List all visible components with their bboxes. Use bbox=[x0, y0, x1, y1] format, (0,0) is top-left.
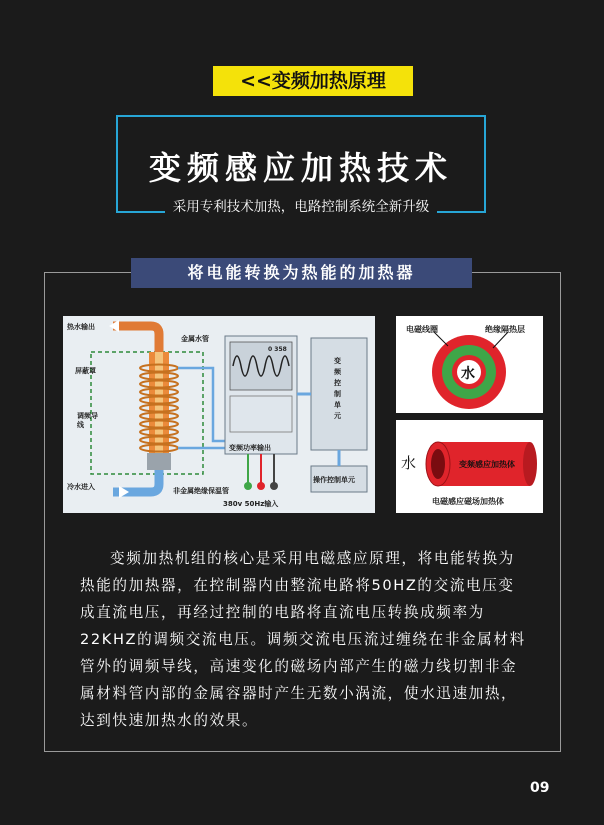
label-shield-cover: 屏蔽罩 bbox=[75, 367, 96, 375]
coil-water-label: 水 bbox=[461, 366, 475, 382]
title-frame bbox=[116, 115, 486, 213]
label-freq-wire: 调频导线 bbox=[77, 412, 98, 429]
label-cold-water-in: 冷水进入 bbox=[67, 483, 95, 491]
subtitle-text: 采用专利技术加热，电路控制系统全新升级 bbox=[165, 199, 438, 215]
heater-tube bbox=[396, 420, 543, 513]
label-screen-value: 0 358 bbox=[268, 346, 287, 353]
section-title: 将电能转换为热能的加热器 bbox=[131, 258, 472, 288]
label-coil: 电磁线圈 bbox=[406, 325, 438, 334]
tube-caption: 电磁感应磁场加热体 bbox=[432, 497, 504, 506]
label-power-input: 380v 50Hz输入 bbox=[223, 500, 279, 508]
label-insulation: 绝缘隔热层 bbox=[485, 325, 525, 334]
coil-cross-section bbox=[396, 316, 543, 413]
frame-top-line bbox=[116, 115, 486, 117]
label-operation-unit: 操作控制单元 bbox=[313, 476, 355, 484]
label-hot-water-out: 热水输出 bbox=[67, 323, 95, 331]
page-subtitle bbox=[116, 195, 486, 215]
body-paragraph: 变频加热机组的核心是采用电磁感应原理，将电能转换为热能的加热器，在控制器内由整流电路将50HZ的交流电压变成直流电压，再经过控制的电路将直流电压转换成频率为22KHZ的调频交流电压。调频交流电压流过缠绕在非金属材料管外的调频导线，高速变化的磁场内部产生的磁力线切割非金属材料管内部的金属容器时产生无数小涡流，使水迅速加热，达到快速加热水的效果。 bbox=[80, 550, 526, 729]
tube-water-label: 水 bbox=[401, 454, 417, 472]
label-control-unit: 变频控制单元 bbox=[334, 357, 341, 420]
label-nonmetal-pipe: 非金属绝缘保温管 bbox=[173, 487, 229, 495]
label-metal-water-pipe: 金属水管 bbox=[181, 335, 209, 343]
page-title: 变频感应加热技术 bbox=[148, 149, 453, 187]
section-tag: <<变频加热原理 bbox=[213, 66, 413, 96]
page-number: 09 bbox=[530, 780, 550, 796]
heater-diagram bbox=[63, 316, 375, 513]
label-power-output: 变频功率输出 bbox=[229, 444, 271, 452]
label-heating-body: 变频感应加热体 bbox=[459, 460, 515, 469]
